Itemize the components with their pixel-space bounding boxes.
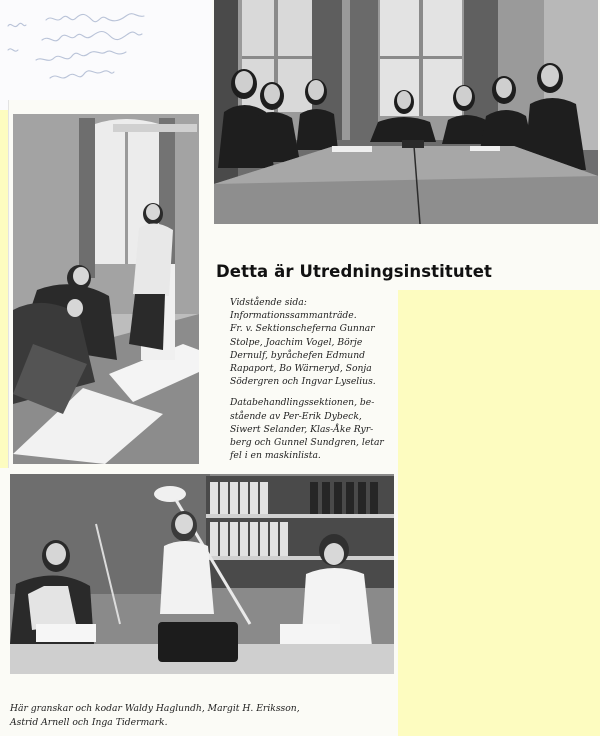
caption-line: Rapaport, Bo Wärneryd, Sonja xyxy=(230,363,372,375)
meeting-photo xyxy=(214,0,598,224)
office-photo-clipping xyxy=(0,468,398,736)
caption-line: Dernulf, byråchefen Edmund xyxy=(230,349,366,361)
caption-line: Här granskar och kodar Waldy Haglundh, Margit H. Eriksson, xyxy=(10,703,300,714)
handwritten-note-clipping xyxy=(0,0,212,110)
caption-line: berg och Gunnel Sundgren, letar xyxy=(230,437,384,449)
caption-line: Vidstående sida: xyxy=(230,297,307,308)
caption-paragraph-2 xyxy=(230,396,394,462)
office-photo xyxy=(10,474,394,674)
caption-line: Astrid Arnell och Inga Tidermark. xyxy=(10,717,168,728)
meeting-photo-clipping xyxy=(212,0,600,290)
floor-photo-clipping xyxy=(8,100,212,468)
caption-clipping xyxy=(200,290,398,470)
caption-line: Informationssammanträde. xyxy=(230,310,357,322)
caption-line: Stolpe, Joachim Vogel, Börje xyxy=(230,336,363,348)
caption-bottom xyxy=(10,702,394,730)
floor-photo xyxy=(13,114,199,464)
caption-right xyxy=(230,296,394,470)
caption-line: Södergren och Ingvar Lyselius. xyxy=(230,376,376,388)
caption-line: Siwert Selander, Klas-Åke Ryr- xyxy=(230,423,374,435)
caption-line: fel i en maskinlista. xyxy=(230,450,321,462)
caption-line: Databehandlingssektionen, be- xyxy=(230,397,375,409)
caption-paragraph-1 xyxy=(230,296,394,388)
headline: Detta är Utredningsinstitutet xyxy=(216,262,493,281)
caption-line: stående av Per-Erik Dybeck, xyxy=(230,410,362,422)
handwriting-scribble xyxy=(6,6,206,102)
caption-line: Fr. v. Sektionscheferna Gunnar xyxy=(230,323,375,335)
